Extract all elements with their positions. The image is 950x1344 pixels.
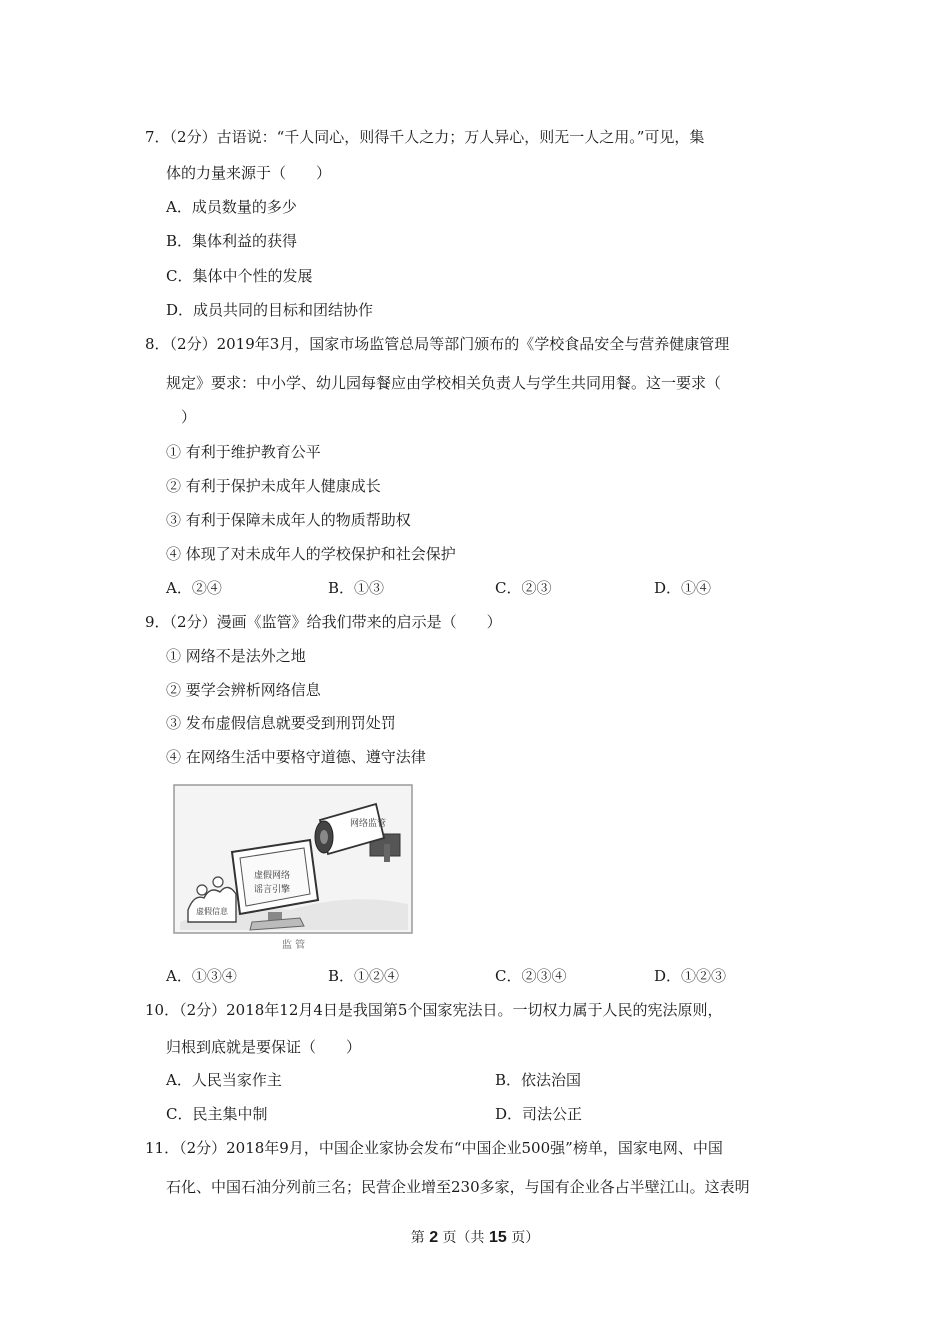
q9-option-c[interactable]: C．②③④ bbox=[495, 967, 567, 985]
q10-stem-line-1: 10．（2分）2018年12月4日是我国第5个国家宪法日。一切权力属于人民的宪法原则， bbox=[145, 1001, 723, 1019]
q8-option-c[interactable]: C．②③ bbox=[495, 579, 552, 597]
q9-option-a[interactable]: A．①③④ bbox=[166, 967, 237, 985]
cartoon-caption: 监 管 bbox=[282, 940, 306, 951]
footer-prefix: 第 bbox=[410, 1230, 425, 1246]
supervision-cartoon bbox=[170, 782, 416, 952]
q10-stem-line-2: 归根到底就是要保证（ ） bbox=[166, 1038, 362, 1056]
q8-stem-line-2: 规定》要求：中小学、幼儿园每餐应由学校相关负责人与学生共同用餐。这一要求（ bbox=[166, 374, 722, 392]
screen-text-2: 谣言引擎 bbox=[254, 885, 291, 895]
q10-option-a[interactable]: A．人民当家作主 bbox=[166, 1071, 282, 1089]
q8-item-3: ③ 有利于保障未成年人的物质帮助权 bbox=[166, 511, 411, 529]
q9-item-1: ① 网络不是法外之地 bbox=[166, 647, 306, 665]
total-page-count: 15 bbox=[489, 1229, 507, 1246]
q10-option-d[interactable]: D．司法公正 bbox=[495, 1105, 583, 1123]
q8-option-d[interactable]: D．①④ bbox=[654, 579, 712, 597]
q7-stem-line-2: 体的力量来源于（ ） bbox=[166, 164, 332, 182]
q8-option-a[interactable]: A．②④ bbox=[166, 579, 222, 597]
q9-item-4: ④ 在网络生活中要格守道德、遵守法律 bbox=[166, 748, 426, 766]
q9-item-3: ③ 发布虚假信息就要受到刑罚处罚 bbox=[166, 714, 396, 732]
q9-option-d[interactable]: D．①②③ bbox=[654, 967, 727, 985]
q7-option-d[interactable]: D．成员共同的目标和团结协作 bbox=[166, 301, 374, 319]
cartoon-drawing bbox=[170, 782, 416, 952]
q8-item-4: ④ 体现了对未成年人的学校保护和社会保护 bbox=[166, 545, 456, 563]
q10-option-b[interactable]: B．依法治国 bbox=[495, 1071, 582, 1089]
current-page-number: 2 bbox=[429, 1229, 439, 1246]
q10-option-c[interactable]: C．民主集中制 bbox=[166, 1105, 268, 1123]
q11-stem-line-2: 石化、中国石油分列前三名；民营企业增至230多家，与国有企业各占半壁江山。这表明 bbox=[166, 1178, 750, 1196]
q7-option-a[interactable]: A．成员数量的多少 bbox=[166, 198, 297, 216]
footer-middle: 页（共 bbox=[442, 1230, 485, 1246]
q8-stem-line-3: ） bbox=[166, 408, 197, 426]
q7-option-b[interactable]: B．集体利益的获得 bbox=[166, 232, 298, 250]
q9-option-b[interactable]: B．①②④ bbox=[328, 967, 400, 985]
q7-stem-line-1: 7．（2分）古语说：“千人同心，则得千人之力；万人异心，则无一人之用。”可见，集 bbox=[145, 128, 705, 146]
q11-stem-line-1: 11．（2分）2018年9月，中国企业家协会发布“中国企业500强”榜单，国家电网、中国 bbox=[145, 1139, 723, 1157]
crowd-label: 虚假信息 bbox=[196, 907, 228, 916]
q8-item-1: ① 有利于维护教育公平 bbox=[166, 443, 321, 461]
q8-stem-line-1: 8．（2分）2019年3月，国家市场监管总局等部门颁布的《学校食品安全与营养健康管理 bbox=[145, 335, 730, 353]
q9-item-2: ② 要学会辨析网络信息 bbox=[166, 681, 321, 699]
screen-text-1: 虚假网络 bbox=[254, 871, 291, 881]
footer-suffix: 页） bbox=[511, 1230, 540, 1246]
q7-option-c[interactable]: C．集体中个性的发展 bbox=[166, 267, 313, 285]
q8-option-b[interactable]: B．①③ bbox=[328, 579, 385, 597]
page-footer bbox=[0, 1228, 950, 1248]
q9-stem-line-1: 9．（2分）漫画《监管》给我们带来的启示是（ ） bbox=[145, 613, 502, 631]
camera-label: 网络监管 bbox=[350, 819, 387, 829]
q8-item-2: ② 有利于保护未成年人健康成长 bbox=[166, 477, 381, 495]
